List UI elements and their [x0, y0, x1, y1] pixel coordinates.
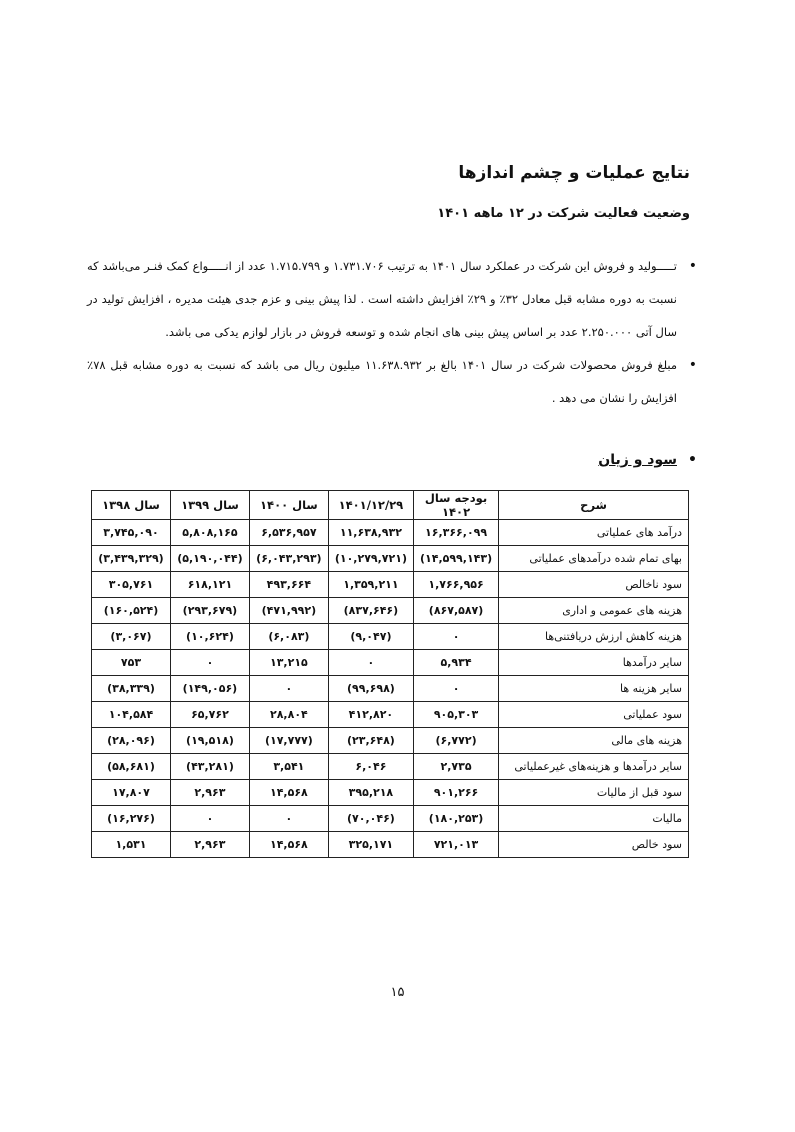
table-row [92, 806, 689, 832]
table-cell: ۹۰۱,۲۶۶ [413, 780, 498, 806]
bullet-item [87, 349, 699, 415]
table-cell: ۰ [413, 624, 498, 650]
table-cell: (۸۳۷,۶۴۶) [328, 598, 413, 624]
table-cell: ۶,۰۴۶ [328, 754, 413, 780]
table-cell: ۷۵۳ [92, 650, 171, 676]
table-cell: ۱۰۴,۵۸۴ [92, 702, 171, 728]
table-cell: (۳۸,۳۳۹) [92, 676, 171, 702]
table-cell: (۲۳,۶۴۸) [328, 728, 413, 754]
table-cell: ۱,۳۵۹,۲۱۱ [328, 572, 413, 598]
table-cell: ۷۲۱,۰۱۳ [413, 832, 498, 858]
table-row [92, 702, 689, 728]
table-cell: ۳۰۵,۷۶۱ [92, 572, 171, 598]
table-cell: (۵,۱۹۰,۰۴۴) [170, 546, 249, 572]
row-label: هزینه کاهش ارزش دریافتنی‌ها [499, 624, 689, 650]
bullet-icon: • [688, 452, 697, 468]
page-number: ۱۵ [390, 985, 405, 1000]
table-cell: (۱۴۹,۰۵۶) [170, 676, 249, 702]
row-label: سود قبل از مالیات [499, 780, 689, 806]
table-cell: (۲۹۳,۶۷۹) [170, 598, 249, 624]
table-cell: ۳۹۵,۲۱۸ [328, 780, 413, 806]
bullet-icon: • [688, 258, 697, 274]
bullet-list [87, 250, 699, 415]
table-cell: ۳,۷۴۵,۰۹۰ [92, 520, 171, 546]
column-header: سال ۱۴۰۰ [249, 491, 328, 520]
table-cell: (۴۳,۲۸۱) [170, 754, 249, 780]
table-cell: (۶,۰۴۳,۲۹۳) [249, 546, 328, 572]
table-row [92, 520, 689, 546]
table-cell: (۱۷,۷۷۷) [249, 728, 328, 754]
column-header: سال ۱۳۹۹ [170, 491, 249, 520]
bullet-text: مبلغ فروش محصولات شرکت در سال ۱۴۰۱ بالغ بر ۱۱.۶۳۸.۹۳۲ میلیون ریال می باشد که نسبت به دوره مشابه قبل ۷۸٪ افزایش را نشان می دهد . [87, 358, 678, 405]
row-label: سایر درآمدها و هزینه‌های غیرعملیاتی [499, 754, 689, 780]
table-row [92, 624, 689, 650]
page-subtitle: وضعیت فعالیت شرکت در ۱۲ ماهه ۱۴۰۱ [437, 206, 690, 221]
table-cell: ۰ [249, 676, 328, 702]
row-label: سود ناخالص [499, 572, 689, 598]
table-row [92, 728, 689, 754]
table-cell: ۵,۹۳۴ [413, 650, 498, 676]
table-cell: (۱۸۰,۲۵۳) [413, 806, 498, 832]
table-cell: (۱۹,۵۱۸) [170, 728, 249, 754]
row-label: هزینه های مالی [499, 728, 689, 754]
table-cell: (۲۸,۰۹۶) [92, 728, 171, 754]
table-row [92, 780, 689, 806]
profit-loss-table [91, 490, 689, 858]
table-cell: (۱۶,۲۷۶) [92, 806, 171, 832]
table-cell: ۴۹۳,۶۶۴ [249, 572, 328, 598]
table-cell: (۱۴,۵۹۹,۱۴۳) [413, 546, 498, 572]
bullet-text: تـــــولید و فروش این شرکت در عملکرد سال ۱۴۰۱ به ترتیب ۱.۷۳۱.۷۰۶ و ۱.۷۱۵.۷۹۹ عدد از انـــــواع کمک فنـر می‌باشد که نسبت به دوره مشابه قبل معادل ۳۲٪ و ۲۹٪ افزایش داشته است . لذا پیش بینی و عزم جدی هیئت مدیره ، افزایش تولید در سال آتی ۲.۲۵۰.۰۰۰ عدد بر اساس پیش بینی های انجام شده و توسعه فروش در بازار لوازم یدکی می باشد. [87, 259, 677, 339]
table-cell: ۰ [413, 676, 498, 702]
table-cell: (۸۶۷,۵۸۷) [413, 598, 498, 624]
column-header: سال ۱۳۹۸ [92, 491, 171, 520]
table-cell: ۱۱,۶۳۸,۹۳۲ [328, 520, 413, 546]
table-cell: (۵۸,۶۸۱) [92, 754, 171, 780]
column-header: شرح [499, 491, 689, 520]
table-cell: (۶,۷۷۲) [413, 728, 498, 754]
table-cell: ۲,۹۶۳ [170, 832, 249, 858]
table-row [92, 572, 689, 598]
section-heading [87, 452, 699, 468]
table-cell: ۹۰۵,۳۰۳ [413, 702, 498, 728]
row-label: بهای تمام شده درآمدهای عملیاتی [499, 546, 689, 572]
row-label: سود خالص [499, 832, 689, 858]
table-cell: (۴۷۱,۹۹۲) [249, 598, 328, 624]
table-cell: (۳,۰۶۷) [92, 624, 171, 650]
table-row [92, 598, 689, 624]
table-cell: ۰ [249, 806, 328, 832]
table-cell: ۱۴,۵۶۸ [249, 832, 328, 858]
table-cell: ۰ [170, 806, 249, 832]
table-cell: ۳,۵۴۱ [249, 754, 328, 780]
table-cell: ۱۳,۲۱۵ [249, 650, 328, 676]
table-cell: (۱۰,۲۷۹,۷۲۱) [328, 546, 413, 572]
table-row [92, 754, 689, 780]
table-cell: ۵,۸۰۸,۱۶۵ [170, 520, 249, 546]
table-cell: (۹۹,۶۹۸) [328, 676, 413, 702]
table-cell: ۰ [328, 650, 413, 676]
table-row [92, 832, 689, 858]
column-header: ۱۴۰۱/۱۲/۲۹ [328, 491, 413, 520]
table-cell: ۰ [170, 650, 249, 676]
table-cell: (۷۰,۰۴۶) [328, 806, 413, 832]
table-cell: (۳,۴۳۹,۳۲۹) [92, 546, 171, 572]
table-cell: ۶,۵۳۶,۹۵۷ [249, 520, 328, 546]
row-label: سود عملیاتی [499, 702, 689, 728]
bullet-icon: • [688, 357, 697, 373]
bullet-item [87, 250, 699, 349]
table-cell: (۱۰,۶۲۴) [170, 624, 249, 650]
table-cell: ۲,۷۳۵ [413, 754, 498, 780]
table-cell: ۴۱۲,۸۲۰ [328, 702, 413, 728]
table-cell: ۶۵,۷۶۲ [170, 702, 249, 728]
table-cell: ۲,۹۶۳ [170, 780, 249, 806]
row-label: سایر هزینه ها [499, 676, 689, 702]
table-row [92, 676, 689, 702]
column-header: بودجه سال ۱۴۰۲ [413, 491, 498, 520]
row-label: درآمد های عملیاتی [499, 520, 689, 546]
table-cell: ۱۶,۳۶۶,۰۹۹ [413, 520, 498, 546]
section-title: سود و زیان [598, 452, 677, 468]
table-cell: (۹,۰۴۷) [328, 624, 413, 650]
table-cell: (۶,۰۸۳) [249, 624, 328, 650]
page-title: نتایج عملیات و چشم اندازها [458, 163, 690, 183]
row-label: هزینه های عمومی و اداری [499, 598, 689, 624]
row-label: سایر درآمدها [499, 650, 689, 676]
table-header-row [92, 491, 689, 520]
table-cell: ۲۸,۸۰۴ [249, 702, 328, 728]
table-row [92, 546, 689, 572]
table-cell: (۱۶۰,۵۲۴) [92, 598, 171, 624]
table-cell: ۱۷,۸۰۷ [92, 780, 171, 806]
table-cell: ۳۲۵,۱۷۱ [328, 832, 413, 858]
table-cell: ۱,۷۶۶,۹۵۶ [413, 572, 498, 598]
row-label: مالیات [499, 806, 689, 832]
table-cell: ۶۱۸,۱۲۱ [170, 572, 249, 598]
table-cell: ۱,۵۳۱ [92, 832, 171, 858]
table-cell: ۱۴,۵۶۸ [249, 780, 328, 806]
table-row [92, 650, 689, 676]
table-body [92, 520, 689, 858]
